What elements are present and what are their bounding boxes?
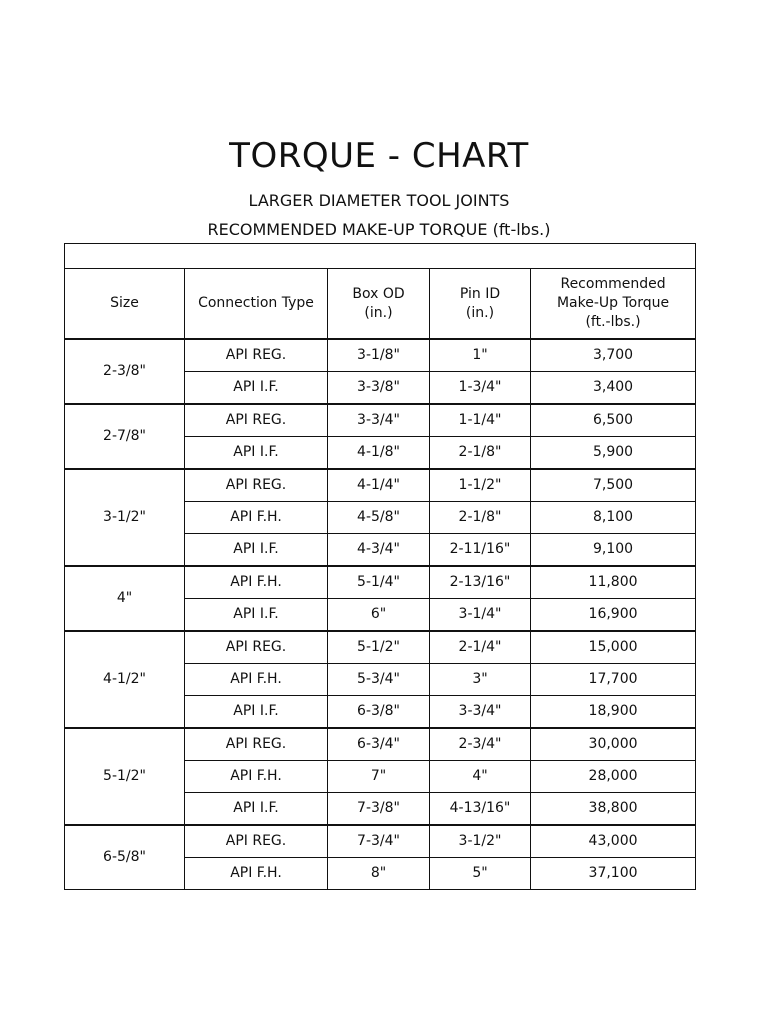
size-cell: 2-3/8": [65, 339, 185, 404]
pin-id-cell: 1-1/2": [430, 469, 531, 502]
header-torque-line3: (ft.-lbs.): [585, 314, 641, 330]
torque-cell: 38,800: [531, 793, 696, 826]
subtitle-make-up-torque: RECOMMENDED MAKE-UP TORQUE (ft-lbs.): [207, 220, 551, 239]
size-cell: 2-7/8": [65, 404, 185, 469]
header-size-label: Size: [110, 295, 139, 311]
pin-id-cell: 3-1/2": [430, 825, 531, 858]
pin-id-cell: 2-13/16": [430, 566, 531, 599]
pin-id-cell: 3-1/4": [430, 599, 531, 632]
pin-id-cell: 2-11/16": [430, 534, 531, 567]
torque-cell: 15,000: [531, 631, 696, 664]
header-box-od-line1: Box OD: [352, 285, 405, 302]
pin-id-cell: 2-3/4": [430, 728, 531, 761]
header-box-od: [328, 269, 430, 340]
table-row: [65, 631, 696, 664]
box-od-cell: 3-3/8": [328, 372, 430, 405]
page-title: TORQUE - CHART: [229, 136, 529, 176]
blank-header-cell: [65, 244, 696, 269]
torque-table-body: [65, 339, 696, 890]
pin-id-cell: 1": [430, 339, 531, 372]
pin-id-cell: 1-1/4": [430, 404, 531, 437]
blank-header-row: [65, 244, 696, 269]
box-od-cell: 6-3/8": [328, 696, 430, 729]
header-pin-id: [430, 269, 531, 340]
torque-cell: 8,100: [531, 502, 696, 534]
box-od-cell: 5-1/2": [328, 631, 430, 664]
box-od-cell: 5-3/4": [328, 664, 430, 696]
torque-cell: 9,100: [531, 534, 696, 567]
connection-cell: API F.H.: [185, 502, 328, 534]
connection-cell: API F.H.: [185, 566, 328, 599]
table-row: [65, 566, 696, 599]
header-torque-line1: Recommended: [560, 276, 666, 292]
box-od-cell: 6-3/4": [328, 728, 430, 761]
table-row: [65, 339, 696, 372]
box-od-cell: 4-1/8": [328, 437, 430, 470]
box-od-cell: 7-3/4": [328, 825, 430, 858]
torque-cell: 3,700: [531, 339, 696, 372]
connection-cell: API F.H.: [185, 664, 328, 696]
torque-cell: 37,100: [531, 858, 696, 890]
connection-cell: API REG.: [185, 469, 328, 502]
torque-cell: 3,400: [531, 372, 696, 405]
box-od-cell: 4-3/4": [328, 534, 430, 567]
torque-cell: 28,000: [531, 761, 696, 793]
header-box-od-line2: (in.): [364, 304, 393, 321]
connection-cell: API F.H.: [185, 761, 328, 793]
connection-cell: API I.F.: [185, 534, 328, 567]
connection-cell: API I.F.: [185, 793, 328, 826]
pin-id-cell: 5": [430, 858, 531, 890]
torque-cell: 16,900: [531, 599, 696, 632]
connection-cell: API REG.: [185, 339, 328, 372]
torque-cell: 43,000: [531, 825, 696, 858]
torque-cell: 11,800: [531, 566, 696, 599]
pin-id-cell: 4": [430, 761, 531, 793]
box-od-cell: 4-1/4": [328, 469, 430, 502]
connection-cell: API REG.: [185, 404, 328, 437]
torque-cell: 30,000: [531, 728, 696, 761]
table-row: [65, 404, 696, 437]
torque-cell: 5,900: [531, 437, 696, 470]
connection-cell: API I.F.: [185, 696, 328, 729]
header-connection-type: [185, 269, 328, 340]
connection-cell: API I.F.: [185, 599, 328, 632]
box-od-cell: 3-3/4": [328, 404, 430, 437]
connection-cell: API REG.: [185, 825, 328, 858]
connection-cell: API F.H.: [185, 858, 328, 890]
pin-id-cell: 1-3/4": [430, 372, 531, 405]
header-pin-id-line2: (in.): [465, 304, 495, 321]
size-cell: 4-1/2": [65, 631, 185, 728]
pin-id-cell: 4-13/16": [430, 793, 531, 826]
box-od-cell: 7": [328, 761, 430, 793]
pin-id-cell: 2-1/8": [430, 437, 531, 470]
size-cell: 5-1/2": [65, 728, 185, 825]
torque-cell: 17,700: [531, 664, 696, 696]
header-size: [65, 269, 185, 340]
connection-cell: API I.F.: [185, 372, 328, 405]
torque-cell: 6,500: [531, 404, 696, 437]
torque-cell: 18,900: [531, 696, 696, 729]
header-torque-line2: Make-Up Torque: [556, 295, 670, 311]
box-od-cell: 7-3/8": [328, 793, 430, 826]
header-pin-id-line1: Pin ID: [459, 285, 501, 302]
table-row: [65, 728, 696, 761]
torque-table: [64, 243, 696, 890]
size-cell: 3-1/2": [65, 469, 185, 566]
subtitle-tool-joints: LARGER DIAMETER TOOL JOINTS: [248, 191, 510, 210]
box-od-cell: 3-1/8": [328, 339, 430, 372]
column-header-row: [65, 269, 696, 340]
size-cell: 6-5/8": [65, 825, 185, 890]
box-od-cell: 6": [328, 599, 430, 632]
box-od-cell: 5-1/4": [328, 566, 430, 599]
header-torque: [531, 269, 696, 340]
connection-cell: API I.F.: [185, 437, 328, 470]
pin-id-cell: 2-1/8": [430, 502, 531, 534]
table-row: [65, 825, 696, 858]
box-od-cell: 4-5/8": [328, 502, 430, 534]
table-row: [65, 469, 696, 502]
size-cell: 4": [65, 566, 185, 631]
torque-cell: 7,500: [531, 469, 696, 502]
pin-id-cell: 3": [430, 664, 531, 696]
connection-cell: API REG.: [185, 728, 328, 761]
header-connection-type-label: Connection Type: [198, 295, 314, 311]
box-od-cell: 8": [328, 858, 430, 890]
pin-id-cell: 3-3/4": [430, 696, 531, 729]
connection-cell: API REG.: [185, 631, 328, 664]
pin-id-cell: 2-1/4": [430, 631, 531, 664]
